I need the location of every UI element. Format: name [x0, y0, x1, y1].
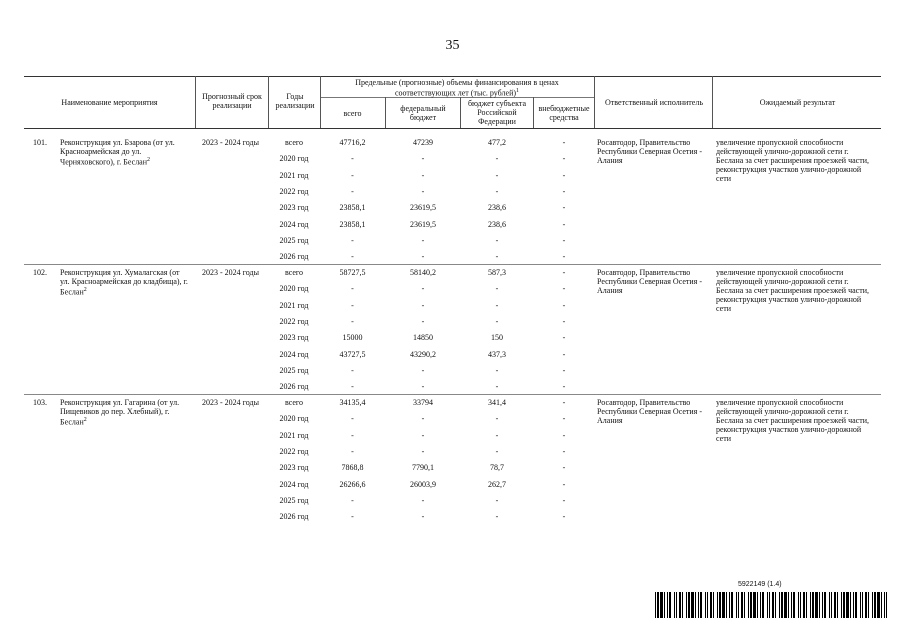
amount-total: -: [351, 316, 354, 326]
amount-extra: -: [562, 446, 566, 456]
barcode-bar: [688, 592, 690, 618]
barcode-bar: [815, 592, 818, 618]
row-term: 2023 - 2024 годы: [202, 138, 259, 147]
barcode-bar: [719, 592, 721, 618]
header-divider: [712, 76, 713, 128]
barcode-bar: [713, 592, 714, 618]
year-label: 2021 год: [279, 300, 309, 310]
amount-extra: -: [562, 316, 566, 326]
barcode-bar: [667, 592, 668, 618]
barcode-bar: [767, 592, 768, 618]
year-label: 2023 год: [279, 203, 309, 213]
amount-total: 47716,2: [339, 138, 366, 147]
amount-extra: -: [562, 495, 566, 505]
year-label: 2020 год: [279, 154, 309, 164]
amount-federal: -: [421, 446, 425, 456]
row-term: 2023 - 2024 годы: [202, 398, 259, 407]
amount-total: -: [351, 154, 354, 164]
amount-subject: -: [495, 316, 499, 326]
barcode-bar: [841, 592, 842, 618]
amount-subject: -: [495, 284, 499, 294]
amount-total: -: [351, 284, 354, 294]
barcode-bar: [748, 592, 749, 618]
header-term: Прогнозный срок реализации: [202, 92, 262, 110]
year-label: 2024 год: [279, 479, 309, 489]
row-name: [60, 268, 190, 297]
year-label: 2025 год: [279, 235, 309, 245]
barcode-bar: [843, 592, 845, 618]
amount-subject: -: [495, 154, 499, 164]
barcode-bar: [707, 592, 708, 618]
barcode-bar: [872, 592, 873, 618]
barcode-bar: [862, 592, 863, 618]
barcode-icon: [655, 592, 887, 618]
barcode-bar: [753, 592, 756, 618]
row-name-footnote: 2: [83, 287, 87, 293]
year-label: всего: [284, 268, 303, 277]
amount-subject: -: [495, 252, 499, 262]
amount-federal: -: [421, 284, 425, 294]
amount-federal: -: [421, 154, 425, 164]
amount-federal: -: [421, 365, 425, 375]
amount-total: -: [351, 235, 354, 245]
amount-total: 43727,5: [339, 349, 366, 359]
amount-total: 58727,5: [339, 268, 366, 277]
barcode-bar: [769, 592, 770, 618]
amount-extra: -: [562, 414, 566, 424]
amount-extra: -: [562, 430, 566, 440]
year-label: всего: [284, 138, 303, 147]
barcode-bar: [831, 592, 832, 618]
barcode-bar: [775, 592, 776, 618]
year-label: 2022 год: [279, 186, 309, 196]
amount-extra: -: [562, 284, 566, 294]
row-name: [60, 138, 190, 167]
barcode-bar: [710, 592, 712, 618]
row-divider: [24, 394, 881, 395]
row-number: 101.: [33, 138, 47, 147]
barcode-bar: [695, 592, 696, 618]
amount-subject: 477,2: [488, 138, 506, 147]
header-top-rule: [24, 76, 881, 77]
year-label: 2022 год: [279, 446, 309, 456]
barcode-bar: [722, 592, 725, 618]
row-result: увеличение пропускной способности действующей улично-дорожной сети г. Беслана за счет расширения проезжей части, реконструкция участков улично-дорожной сети: [716, 398, 869, 443]
header-divider: [320, 76, 321, 128]
row-number: 102.: [33, 268, 47, 277]
row-name-text: Реконструкция ул. Гагарина (от ул. Пищевиков до пер. Хлебный), г. Беслан: [60, 398, 180, 427]
header-divider: [268, 76, 269, 128]
amount-subject: -: [495, 235, 499, 245]
barcode-bar: [860, 592, 861, 618]
barcode-bar: [750, 592, 752, 618]
barcode-bar: [736, 592, 737, 618]
amount-subject: -: [495, 365, 499, 375]
amount-total: 34135,4: [339, 398, 366, 407]
barcode-bar: [660, 592, 663, 618]
amount-federal: 33794: [413, 398, 433, 407]
barcode-bar: [741, 592, 743, 618]
amount-extra: -: [562, 365, 566, 375]
barcode-bar: [655, 592, 656, 618]
amount-subject: -: [495, 495, 499, 505]
amount-total: -: [351, 300, 354, 310]
year-label: 2023 год: [279, 463, 309, 473]
amount-subject: -: [495, 414, 499, 424]
amount-federal: -: [421, 430, 425, 440]
header-extra: внебюджетные средства: [538, 104, 590, 122]
barcode-bar: [868, 592, 869, 618]
amount-federal: -: [421, 170, 425, 180]
amount-extra: -: [562, 382, 566, 392]
amount-total: -: [351, 446, 354, 456]
amount-federal: -: [421, 300, 425, 310]
header-federal: федеральный бюджет: [400, 104, 446, 122]
amount-extra: -: [562, 463, 566, 473]
amount-federal: 26003,9: [410, 479, 436, 489]
year-label: 2020 год: [279, 284, 309, 294]
row-name-text: Реконструкция ул. Бзарова (от ул. Красноармейская до ул. Черняховского), г. Беслан: [60, 138, 175, 167]
barcode-bar: [682, 592, 683, 618]
amount-total: 23858,1: [339, 219, 366, 229]
amount-extra: -: [562, 203, 566, 213]
header-divider: [385, 97, 386, 128]
barcode-bar: [865, 592, 867, 618]
year-label: 2026 год: [279, 252, 309, 262]
amount-total: 15000: [342, 333, 363, 343]
barcode-bar: [691, 592, 694, 618]
amount-federal: -: [421, 316, 425, 326]
year-label: 2026 год: [279, 382, 309, 392]
amount-federal: 58140,2: [410, 268, 436, 277]
barcode-bar: [757, 592, 758, 618]
amount-extra: -: [562, 138, 566, 147]
row-result: увеличение пропускной способности действующей улично-дорожной сети г. Беслана за счет расширения проезжей части, реконструкция участков улично-дорожной сети: [716, 268, 869, 313]
amount-subject: -: [495, 446, 499, 456]
header-bottom-rule: [24, 128, 881, 129]
barcode-bar: [676, 592, 677, 618]
barcode-bar: [806, 592, 807, 618]
barcode-bar: [881, 592, 882, 618]
amount-subject: 238,6: [488, 219, 506, 229]
barcode-bar: [674, 592, 675, 618]
amount-subject: -: [495, 512, 499, 522]
barcode-bar: [800, 592, 801, 618]
amount-subject: 341,4: [488, 398, 506, 407]
barcode-bar: [705, 592, 706, 618]
year-label: всего: [284, 398, 303, 407]
barcode-bar: [686, 592, 687, 618]
amount-federal: -: [421, 495, 425, 505]
amount-total: -: [351, 414, 354, 424]
amount-total: -: [351, 186, 354, 196]
amount-federal: -: [421, 382, 425, 392]
row-name-footnote: 2: [83, 417, 87, 423]
barcode-bar: [762, 592, 764, 618]
page-number: 35: [445, 38, 460, 53]
barcode-bar: [819, 592, 820, 618]
header-years: Годы реализации: [275, 92, 315, 110]
header-funding-group: Предельные (прогнозные) объемы финансирования в ценах соответствующих лет (тыс. рублей)$^1$: [355, 78, 559, 98]
barcode-bar: [853, 592, 854, 618]
barcode-bar: [791, 592, 792, 618]
amount-total: -: [351, 252, 354, 262]
barcode-bar: [822, 592, 823, 618]
barcode-bar: [779, 592, 780, 618]
row-executor: Росавтодор, Правительство Республики Северная Осетия - Алания: [597, 268, 703, 295]
barcode-bar: [884, 592, 885, 618]
barcode-bar: [812, 592, 814, 618]
amount-extra: -: [562, 512, 566, 522]
amount-subject: -: [495, 430, 499, 440]
year-label: 2022 год: [279, 316, 309, 326]
barcode-bar: [772, 592, 774, 618]
amount-subject: -: [495, 382, 499, 392]
amount-extra: -: [562, 219, 566, 229]
amount-total: -: [351, 170, 354, 180]
amount-federal: -: [421, 252, 425, 262]
barcode-bar: [729, 592, 730, 618]
amount-federal: -: [421, 186, 425, 196]
amount-extra: -: [562, 186, 566, 196]
barcode-text: 5922149 (1.4): [738, 581, 782, 588]
year-label: 2025 год: [279, 365, 309, 375]
barcode-bar: [717, 592, 718, 618]
year-label: 2025 год: [279, 495, 309, 505]
barcode-bar: [698, 592, 699, 618]
row-executor: Росавтодор, Правительство Республики Северная Осетия - Алания: [597, 398, 703, 425]
header-result: Ожидаемый результат: [759, 98, 836, 107]
barcode-bar: [877, 592, 880, 618]
header-name: Наименование мероприятия: [61, 98, 158, 107]
amount-extra: -: [562, 154, 566, 164]
barcode-bar: [798, 592, 799, 618]
row-name-text: Реконструкция ул. Хумалагская (от ул. Красноармейская до кладбища), г. Беслан: [60, 268, 188, 297]
barcode-bar: [803, 592, 805, 618]
barcode-bar: [846, 592, 849, 618]
barcode-bar: [679, 592, 681, 618]
year-label: 2024 год: [279, 219, 309, 229]
barcode-bar: [731, 592, 733, 618]
amount-subject: 150: [491, 333, 503, 343]
row-divider: [24, 264, 881, 265]
amount-federal: 47239: [413, 138, 433, 147]
amount-subject: -: [495, 300, 499, 310]
amount-total: -: [351, 430, 354, 440]
amount-extra: -: [562, 398, 566, 407]
amount-extra: -: [562, 170, 566, 180]
amount-total: 7868,8: [341, 463, 364, 473]
amount-extra: -: [562, 300, 566, 310]
barcode-bar: [700, 592, 702, 618]
barcode-bar: [874, 592, 876, 618]
year-label: 2026 год: [279, 512, 309, 522]
header-divider: [195, 76, 196, 128]
barcode-bar: [834, 592, 836, 618]
amount-total: -: [351, 495, 354, 505]
barcode-bar: [726, 592, 727, 618]
barcode-bar: [829, 592, 830, 618]
amount-subject: 437,3: [488, 349, 506, 359]
header-subject: бюджет субъекта Российской Федерации: [467, 99, 526, 126]
amount-subject: 78,7: [490, 463, 504, 473]
barcode-bar: [837, 592, 838, 618]
amount-federal: 23619,5: [410, 219, 436, 229]
row-result: увеличение пропускной способности действующей улично-дорожной сети г. Беслана за счет расширения проезжей части, реконструкция участков улично-дорожной сети: [716, 138, 869, 183]
amount-subject: -: [495, 186, 499, 196]
amount-total: 26266,6: [339, 479, 366, 489]
amount-federal: -: [421, 512, 425, 522]
amount-federal: 43290,2: [410, 349, 436, 359]
amount-total: 23858,1: [339, 203, 366, 213]
barcode-bar: [738, 592, 739, 618]
row-name: [60, 398, 190, 427]
amount-federal: 14850: [413, 333, 433, 343]
amount-subject: 262,7: [488, 479, 506, 489]
barcode-bar: [760, 592, 761, 618]
year-label: 2020 год: [279, 414, 309, 424]
barcode-bar: [886, 592, 887, 618]
amount-total: -: [351, 365, 354, 375]
amount-subject: 238,6: [488, 203, 506, 213]
barcode-bar: [824, 592, 826, 618]
barcode-bar: [784, 592, 787, 618]
row-term: 2023 - 2024 годы: [202, 268, 259, 277]
barcode-bar: [810, 592, 811, 618]
barcode-bar: [657, 592, 659, 618]
year-label: 2023 год: [279, 333, 309, 343]
header-total: всего: [343, 109, 362, 118]
barcode-bar: [781, 592, 783, 618]
barcode-bar: [664, 592, 665, 618]
amount-subject: 587,3: [488, 268, 506, 277]
amount-extra: -: [562, 235, 566, 245]
amount-federal: 23619,5: [410, 203, 436, 213]
barcode-bar: [788, 592, 789, 618]
row-executor: Росавтодор, Правительство Республики Северная Осетия - Алания: [597, 138, 703, 165]
year-label: 2021 год: [279, 430, 309, 440]
year-label: 2024 год: [279, 349, 309, 359]
amount-total: -: [351, 382, 354, 392]
header-divider: [594, 76, 595, 128]
amount-extra: -: [562, 333, 566, 343]
amount-extra: -: [562, 252, 566, 262]
barcode-bar: [850, 592, 851, 618]
amount-subject: -: [495, 170, 499, 180]
amount-extra: -: [562, 268, 566, 277]
amount-extra: -: [562, 479, 566, 489]
amount-extra: -: [562, 349, 566, 359]
amount-federal: -: [421, 235, 425, 245]
row-number: 103.: [33, 398, 47, 407]
barcode-bar: [744, 592, 745, 618]
row-name-footnote: 2: [147, 157, 151, 163]
header-executor: Ответственный исполнитель: [605, 98, 703, 107]
barcode-bar: [669, 592, 671, 618]
year-label: 2021 год: [279, 170, 309, 180]
barcode-bar: [793, 592, 795, 618]
amount-federal: 7790,1: [412, 463, 434, 473]
amount-federal: -: [421, 414, 425, 424]
barcode-bar: [855, 592, 857, 618]
amount-total: -: [351, 512, 354, 522]
